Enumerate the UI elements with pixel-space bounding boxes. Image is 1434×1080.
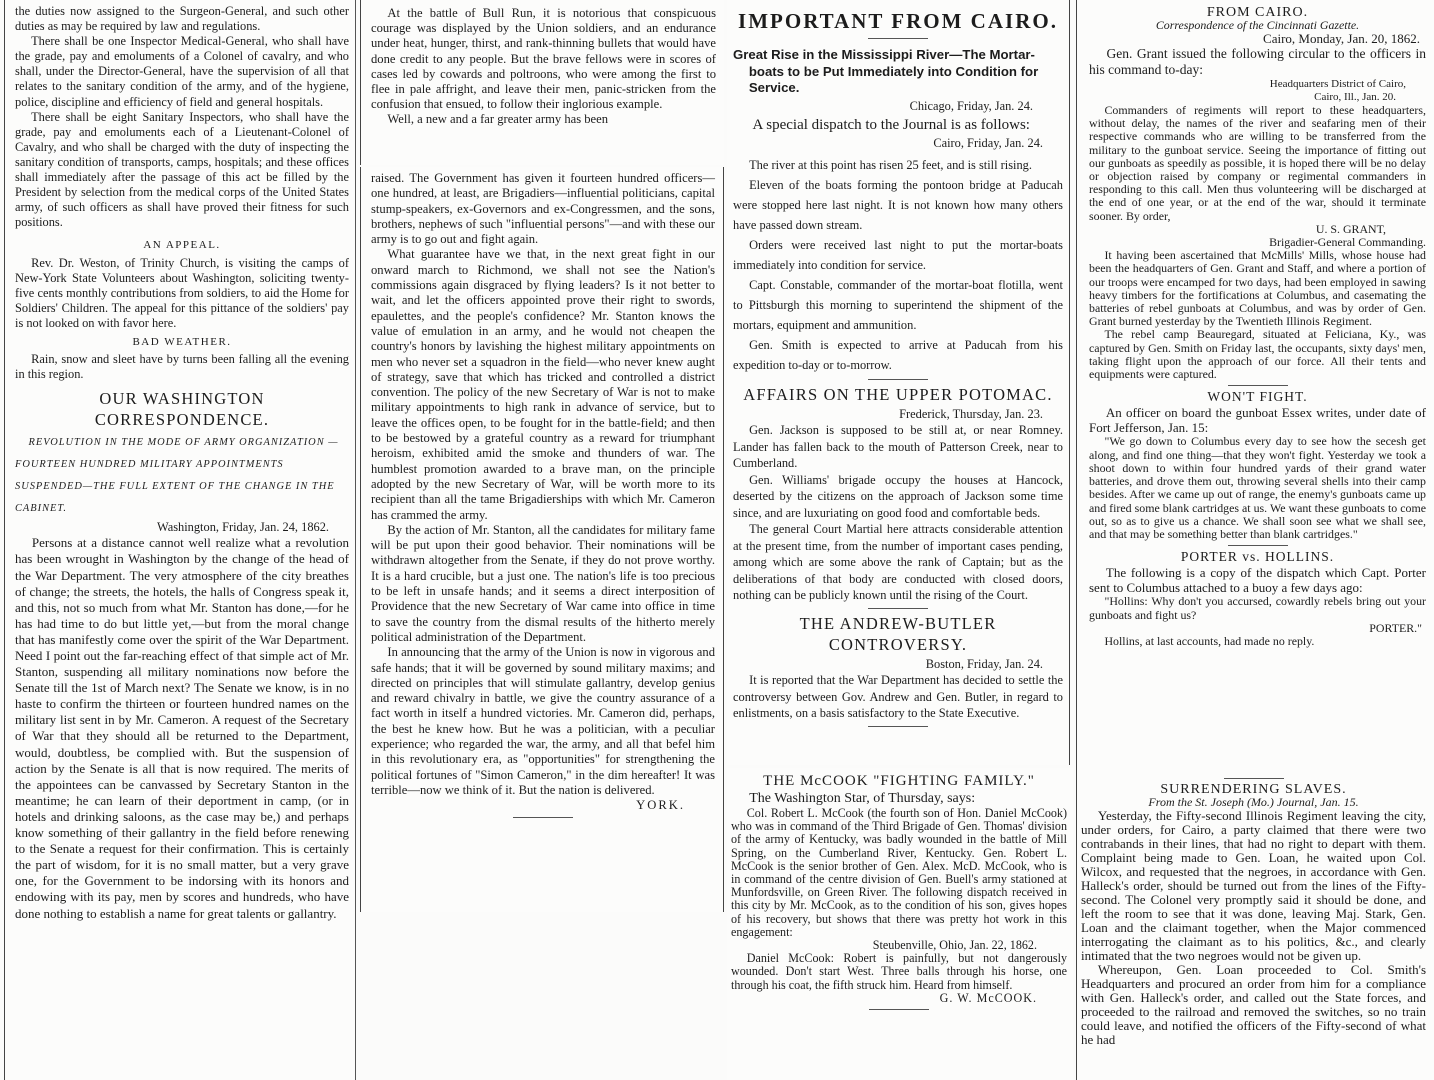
mccook-heading: THE McCOOK "FIGHTING FAMILY." bbox=[763, 773, 1035, 789]
surrendering-slaves-clipping bbox=[1076, 770, 1434, 1080]
boston-dateline: Boston, Friday, Jan. 24. bbox=[925, 656, 1043, 671]
andrew-butler-text: It is reported that the War Department has decided to settle the controversy between Gov. Andrew and Gen. Butler, in regard to enlistments, on a basis satisfactory to the State Executive. bbox=[733, 673, 1063, 721]
washington-dateline: Washington, Friday, Jan. 24, 1862. bbox=[157, 520, 329, 535]
potomac-heading: AFFAIRS ON THE UPPER POTOMAC. bbox=[743, 385, 1053, 405]
grant-lead: Gen. Grant issued the following circular to the officers in his command to-day: bbox=[1089, 45, 1426, 77]
porter-heading: PORTER vs. HOLLINS. bbox=[1180, 549, 1335, 565]
cairo-paragraph: It having been ascertained that McMills' Mills, whose house had been the headquarters of Gen. Grant and Staff, and where a portion of our troops were encamped for two days, had been employed in sawing heavy timbers for the fortifications at Columbus, and casemating the batteries of rebel gunboats at Columbus, and was by order of Gen. Grant burned yesterday by the Twentieth Illinois Regiment. bbox=[1089, 248, 1426, 329]
slaves-source: From the St. Joseph (Mo.) Journal, Jan. 15. bbox=[1148, 795, 1359, 810]
slaves-heading: SURRENDERING SLAVES. bbox=[1160, 782, 1347, 797]
divider-rule bbox=[1224, 778, 1284, 779]
article-paragraph: What guarantee have we that, in the next great fight in our onward march to Richmond, we shall not see the Nation's commissions again disgraced by flying leaders? Is it not better to wait, and let the officers appointed prove their right to swords, epaulettes, and the people's confidence? Mr. Stanton knows the value of emulation in an army, and he would not cheapen the country's honors by lavishing the highest military appointments on men who never set a squadron in the field—who never knew aught of strategy, save that which has tricked and controlled a district convention. The policy of the new Secretary of War is not to make military appointments to high rank in advance of service, but to leave the offices open, to be fought for in the battle-field; and then to be bestowed by a grateful country as a reward for triumphant heroism, exhibited amid the smoke and thunders of war. The humblest promotion awarded to a brave man, on the principle adopted by the new Secretary of War, will be worth more to its recipient than all the tame Brigadierships with which Mr. Cameron has crammed the army. bbox=[371, 247, 715, 522]
article-paragraph: raised. The Government has given it fourteen hundred officers—one hundred, at least, are Brigadiers—influential politicians, capital stump-speakers, ex-Governors and ex-Congressmen, and the sons, brothers, nephews of such "influential persons"—and with these our army is to go out and fight again. bbox=[371, 171, 715, 247]
hq-line-2: Cairo, Ill., Jan. 20. bbox=[1314, 90, 1396, 103]
bull-run-paragraph: At the battle of Bull Run, it is notorious that conspicuous courage was displayed by the Union soldiers, and an endurance under heat, hunger, thirst, and rank-thinning bullets that would have done credit to any people. But the brave fellows were in scores of cases led by cowards and poltroons, who were among the first to flee in pale affright, and leave their men, panic-stricken from the confusion that ensued, to follow their inglorious example. bbox=[371, 6, 716, 112]
wont-fight-quote: "We go down to Columbus every day to see how the secesh get along, and find one thing—that they won't fight. Yesterday we took a shoot down to within four hundred yards of their grand water batteries, and drove them out, throwing several shells into their camp besides. After we came up out of range, the enemy's gunboats came up and fired some blank cartridges at us. We want these gunboats to come out, so as to give us a chance. We shall soon see what we shall see, and that may be something better than blank cartridges." bbox=[1089, 434, 1426, 541]
divider-rule bbox=[868, 38, 928, 39]
wont-fight-lead: An officer on board the gunboat Essex writes, under date of Fort Jefferson, Jan. 15: bbox=[1089, 405, 1426, 436]
cairo-subheading: Great Rise in the Mississippi River—The Mortar-boats to be Put Immediately into Condition for Service. bbox=[733, 47, 1039, 95]
andrew-butler-heading: THE ANDREW-BUTLER CONTROVERSY. bbox=[799, 613, 997, 654]
washington-subheading: REVOLUTION IN THE MODE OF ARMY ORGANIZATION —FOURTEEN HUNDRED MILITARY APPOINTMENTS SUSPENDED—THE FULL EXTENT OF THE CHANGE IN THE CABINET. bbox=[15, 437, 339, 515]
grant-signer: U. S. GRANT, bbox=[1315, 221, 1386, 236]
potomac-paragraph: Gen. Williams' brigade occupy the houses at Hancock, deserted by the citizens on the approach of Jackson some time since, and are luxuriating on good food and comfortable beds. bbox=[733, 472, 1063, 520]
washington-heading: OUR WASHINGTON CORRESPONDENCE. bbox=[94, 389, 270, 430]
slaves-paragraph: Yesterday, the Fifty-second Illinois Regiment leaving the city, under orders, for Cairo, a party claimed that there were two contrabands in their lines, that had no right to depart with them. Complaint being made to Gen. Loan, he waited upon Col. Wilcox, and requested that the negroes, in accordance with Gen. Halleck's order, should be turned out from the lines of the Fifty-second. The Colonel very promptly said it should be done, and left the room to see that it was done, leaving Maj. Stark, Gen. Loan and the claimant together, when the Major commenced interrogating the claimant as to his politics, &c., and clearly intimated that the two negroes would not be given up. bbox=[1081, 808, 1426, 964]
divider-rule bbox=[868, 608, 928, 609]
divider-rule bbox=[1228, 385, 1288, 386]
mccook-clipping bbox=[727, 768, 1073, 1080]
article-paragraph: There shall be eight Sanitary Inspectors, who shall have the grade, pay and emoluments each of a Lieutenant-Colonel of Cavalry, and who shall be charged with the duty of inspecting the sanitary condition of transports, camps, hospitals; and these offices shall immediately after the passage of this act be filled by the President by selection from the medical corps of the United States army, of such officers as shall have proved their fitness for such positions. bbox=[15, 109, 349, 230]
weather-text: Rain, snow and sleet have by turns been falling all the evening in this region. bbox=[15, 352, 349, 382]
article-paragraph: There shall be one Inspector Medical-General, who shall have the grade, pay and emoluments of a Colonel of cavalry, and who shall, under the Director-General, have the supervision of all that relates to the sanitary condition of the army, and of the hygiene, police, discipline and efficiency of field and general hospitals. bbox=[15, 34, 349, 109]
wont-fight-heading: WON'T FIGHT. bbox=[1207, 389, 1308, 405]
column-1-clipping bbox=[4, 0, 356, 1080]
article-paragraph: the duties now assigned to the Surgeon-General, and such other duties as may be required by law and regulations. bbox=[15, 4, 349, 34]
from-cairo-heading: FROM CAIRO. bbox=[1206, 5, 1309, 20]
column-2-top-clipping bbox=[360, 0, 724, 165]
steubenville-dateline: Steubenville, Ohio, Jan. 22, 1862. bbox=[872, 938, 1037, 953]
chicago-dateline: Chicago, Friday, Jan. 24. bbox=[909, 98, 1033, 113]
divider-rule bbox=[868, 726, 928, 727]
slaves-paragraph: Whereupon, Gen. Loan proceeded to Col. Smith's Headquarters and procured an order from him for a compliance with Gen. Halleck's order, and called out the State forces, and proceeded to the railroad and removed the switches, so no train could leave, and notified the officers of the Fifty-second of what he had bbox=[1081, 962, 1426, 1048]
potomac-paragraph: The general Court Martial here attracts considerable attention at the present time, from the number of important cases pending, among which are some above the rank of Captain; but as the deliberations of that body are conducted with closed doors, nothing can be publicly known until the rising of the Court. bbox=[733, 522, 1063, 603]
porter-quote: "Hollins: Why don't you accursed, cowardly rebels bring out your gunboats and fight us? bbox=[1089, 594, 1426, 622]
appeal-heading: AN APPEAL. bbox=[143, 239, 221, 252]
cairo-monday-dateline: Cairo, Monday, Jan. 20, 1862. bbox=[1263, 31, 1420, 47]
cairo-paragraph: The river at this point has risen 25 feet, and is still rising. bbox=[749, 158, 1032, 173]
porter-signature: PORTER." bbox=[1369, 620, 1422, 635]
mccook-text: Col. Robert L. McCook (the fourth son of Hon. Daniel McCook) who was in command of the Third Brigade of Gen. Thomas' division of the army of Kentucky, was badly wounded in the battle of Mill Spring, on the Cumberland River, Kentucky. Gen. Robert L. McCook is the senior brother of Gen. Alex. McD. McCook, who is in command of the centre division of Gen. Buell's army stationed at Munfordsville, on Green River. The following dispatch received in this city by Mr. McCook, as to the condition of his son, gives hopes of his recovery, but shows that there was pretty hot work in this engagement: bbox=[731, 806, 1067, 939]
mccook-signature: G. W. McCOOK. bbox=[939, 990, 1037, 1005]
divider-rule bbox=[868, 379, 928, 380]
cairo-paragraph: Gen. Smith is expected to arrive at Paducah from his expedition to-day or to-morrow. bbox=[733, 338, 1063, 373]
cairo-paragraph: Eleven of the boats forming the pontoon bridge at Paducah were stopped here last night. It is not known how many others have passed down stream. bbox=[733, 178, 1063, 233]
article-paragraph: In announcing that the army of the Union is now in vigorous and safe hands; that it will be governed by sound military maxims; and directed on principles that will stimulate gallantry, develop genius and reward chivalry in battle, we give the country assurance of a fact worth in itself a hundred victories. Mr. Cameron did, perhaps, the best he knew how. But he was a politician, with a peculiar experience; who regarded the war, the army, and all that befel him in this revolutionary era, as "opportunities" for strengthening the political fortunes of "Simon Cameron," in the dim hereafter! It was terrible—now we think of it. But the nation is delivered. bbox=[371, 645, 715, 797]
washington-text: Persons at a distance cannot well realize what a revolution has been wrought in Washington by the change of the head of the War Department. The very atmosphere of the city breathes of change; the streets, the hotels, the halls of Congress speak it, and this, not so much from what Mr. Stanton has done,—for he has had time to do but little yet,—but from the moral change that has manifestly come over the spirit of the War Department. Need I point out the far-reaching effect of that simple act of Mr. Stanton, suspending all military nominations now before the Senate till the 1st of March next? The Senate we know, is in no haste to confirm the thirteen or fourteen hundred names on the military list sent in by Mr. Cameron. A request of the Secretary of War that they should all be returned to the Department, would, doubtless, be complied with. But the suspension of action by the Senate is all that is now required. The merits of the appointees can be canvassed by Secretary Stanton in the meantime; he can learn of their deportment in camp, (or in hotels and drinking saloons, as the case may be,) and perhaps know something of their gallantry in the field before renewing to the Senate a request for their confirmation. This is certainly the part of wisdom, for it is no small matter, but a very grave one, for the Government to be indorsing with its honors and endowing with its pay, men by scores and hundreds, who have done nothing to establish a name for great talents or gallantry. bbox=[15, 535, 349, 921]
porter-after: Hollins, at last accounts, had made no reply. bbox=[1104, 633, 1315, 648]
mccook-lead: The Washington Star, of Thursday, says: bbox=[749, 791, 976, 806]
article-paragraph: By the action of Mr. Stanton, all the candidates for military fame will be put upon their good behavior. Their nominations will be withdrawn altogether from the Senate, if they do not prove worthy. It is a hard crucible, but a just one. The nation's life is too precious to be left in unsafe hands; and it seems a direct interposition of Providence that the new Secretary of War came into office in time to save the country from the dismal results of the hitherto merely political administration of the Department. bbox=[371, 522, 715, 644]
cairo-paragraph: Orders were received last night to put the mortar-boats immediately into condition for service. bbox=[733, 238, 1063, 273]
porter-lead: The following is a copy of the dispatch which Capt. Porter sent to Columbus attached to a buoy a few days ago: bbox=[1089, 565, 1426, 596]
column-4-top-clipping bbox=[1076, 0, 1434, 775]
grant-circular: Commanders of regiments will report to these headquarters, without delay, the names of the river and seafaring men of their respective commands who are willing to be transferred from the military to the gunboat service. Seeing the importance of fitting out our gunboats as speedily as possible, it is hoped there will be no delay or objection raised by company or regimental commanders in responding to this call. Men thus volunteering will be discharged at the end of one year, or at the end of the war, should it terminate sooner. By order, bbox=[1089, 103, 1426, 223]
important-cairo-heading: IMPORTANT FROM CAIRO. bbox=[738, 9, 1058, 33]
weather-heading: BAD WEATHER. bbox=[132, 335, 232, 348]
column-2-main-clipping bbox=[360, 167, 724, 912]
cairo-dateline: Cairo, Friday, Jan. 24. bbox=[933, 135, 1043, 150]
army-paragraph-start: Well, a new and a far greater army has been bbox=[387, 112, 609, 127]
journal-lead: A special dispatch to the Journal is as follows: bbox=[752, 116, 1030, 133]
mccook-dispatch: Daniel McCook: Robert is painfully, but not dangerously wounded. Don't start West. Three balls through his horse, one through his coat, the fifth struck him. Heard from himself. bbox=[731, 951, 1067, 992]
divider-rule bbox=[1228, 545, 1288, 546]
divider-rule bbox=[513, 817, 573, 818]
divider-rule bbox=[869, 1009, 929, 1010]
cairo-paragraph: Capt. Constable, commander of the mortar-boat flotilla, went to Pittsburgh this morning to superintend the shipment of the mortars, equipment and ammunition. bbox=[733, 278, 1063, 333]
grant-signer-title: Brigadier-General Commanding. bbox=[1269, 235, 1426, 250]
frederick-dateline: Frederick, Thursday, Jan. 23. bbox=[899, 407, 1043, 422]
york-signature: YORK. bbox=[636, 798, 685, 813]
hq-line-1: Headquarters District of Cairo, bbox=[1269, 77, 1406, 90]
column-3-top-clipping bbox=[727, 0, 1070, 765]
appeal-text: Rev. Dr. Weston, of Trinity Church, is visiting the camps of New-York State Volunteers about Washington, soliciting twenty-five cents monthly contributions from soldiers, to aid the Home for Soldiers' Children. The appeal for this pittance of the soldiers' pay is not looked on with favor here. bbox=[15, 255, 349, 330]
potomac-paragraph: Gen. Jackson is supposed to be still at, or near Romney. Lander has fallen back to the mouth of Patterson Creek, near to Cumberland. bbox=[733, 423, 1063, 471]
gazette-source: Correspondence of the Cincinnati Gazette. bbox=[1155, 18, 1360, 33]
cairo-paragraph: The rebel camp Beauregard, situated at Feliciana, Ky., was captured by Gen. Smith on Friday last, the occupants, sixty days' men, taking flight upon the approach of our force. All their tents and equipments were captured. bbox=[1089, 327, 1426, 382]
